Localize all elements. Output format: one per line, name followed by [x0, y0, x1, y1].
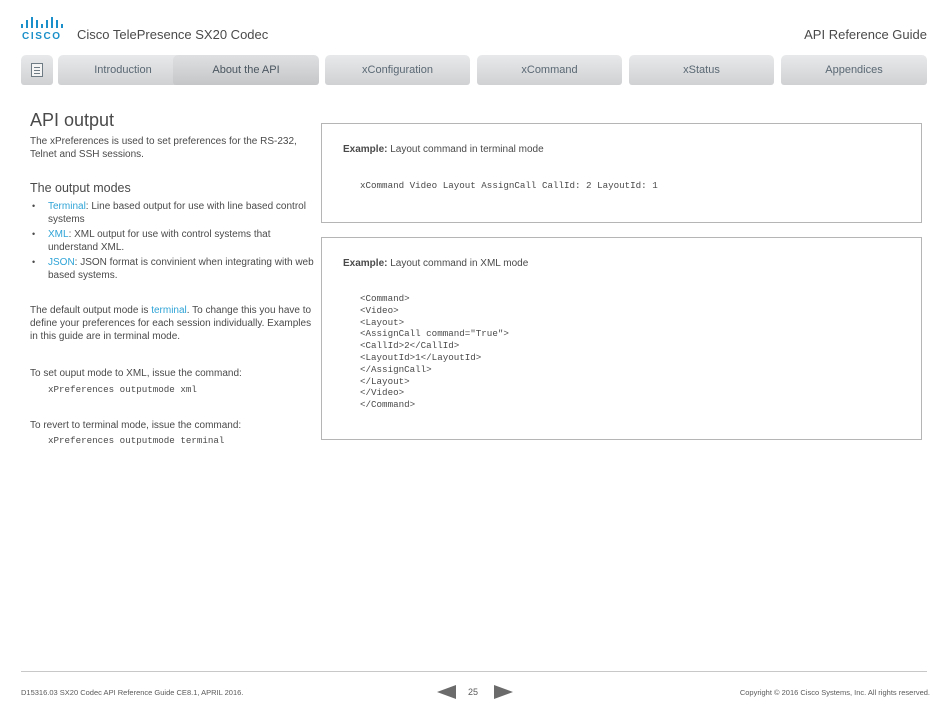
terminal-command-code: xPreferences outputmode terminal: [48, 435, 225, 446]
terminal-example-code: xCommand Video Layout AssignCall CallId: 2 LayoutId: 1: [360, 180, 658, 191]
code-line: <CallId>2</CallId>: [360, 340, 460, 352]
footer-divider: [21, 671, 927, 672]
mode-link-json[interactable]: JSON: [48, 257, 75, 268]
tab-xcommand[interactable]: xCommand: [477, 55, 622, 85]
tab-xconfiguration[interactable]: xConfiguration: [325, 55, 470, 85]
tab-appendices[interactable]: Appendices: [781, 55, 927, 85]
code-line: </AssignCall>: [360, 363, 432, 375]
product-title: Cisco TelePresence SX20 Codec: [77, 27, 269, 42]
document-icon: [31, 63, 43, 77]
tab-about-the-api[interactable]: About the API: [173, 55, 319, 85]
list-item: • JSON: JSON format is convinient when integrating with web based systems.: [30, 256, 315, 282]
terminal-example-box: [321, 123, 922, 223]
logo-text: CISCO: [22, 31, 62, 42]
list-item: • XML: XML output for use with control systems that understand XML.: [30, 228, 315, 254]
xml-instruction: To set ouput mode to XML, issue the command:: [30, 368, 242, 379]
page-number: 25: [468, 687, 479, 697]
output-modes-heading: The output modes: [30, 181, 131, 195]
code-line: <Layout>: [360, 316, 405, 328]
code-line: </Command>: [360, 399, 416, 411]
xml-example-title: Example: Layout command in XML mode: [343, 258, 529, 269]
next-page-icon[interactable]: [494, 685, 513, 699]
xml-command-code: xPreferences outputmode xml: [48, 384, 197, 395]
mode-link-terminal[interactable]: Terminal: [48, 201, 86, 212]
footer-doc-id: D15316.03 SX20 Codec API Reference Guide CE8.1, APRIL 2016.: [21, 688, 244, 697]
xml-example-box: [321, 237, 922, 440]
guide-title: API Reference Guide: [804, 27, 927, 42]
code-line: <LayoutId>1</LayoutId>: [360, 351, 482, 363]
table-of-contents-button[interactable]: [21, 55, 53, 85]
code-line: <Command>: [360, 293, 410, 304]
xml-example-code: [360, 293, 509, 411]
list-item: • Terminal: Line based output for use with line based control systems: [30, 200, 315, 226]
code-line: <AssignCall command="True">: [360, 328, 509, 340]
intro-text: The xPreferences is used to set preferences for the RS-232, Telnet and SSH sessions.: [30, 136, 297, 160]
default-mode-text: The default output mode is terminal. To change this you have to define your preferences for each session individually. Examples in this guide are in terminal mode.: [30, 305, 312, 342]
code-line: <Video>: [360, 304, 399, 316]
terminal-example-title: Example: Layout command in terminal mode: [343, 144, 544, 155]
page-title: API output: [30, 110, 115, 130]
footer-copyright: Copyright © 2016 Cisco Systems, Inc. All rights reserved.: [739, 688, 930, 697]
code-line: </Video>: [360, 387, 405, 399]
terminal-instruction: To revert to terminal mode, issue the command:: [30, 420, 242, 431]
code-line: </Layout>: [360, 375, 410, 387]
previous-page-icon[interactable]: [437, 685, 456, 699]
mode-link-xml[interactable]: XML: [48, 229, 69, 240]
output-modes-list: [30, 200, 315, 284]
tab-bar: [21, 55, 927, 85]
tab-xstatus[interactable]: xStatus: [629, 55, 774, 85]
tab-introduction[interactable]: Introduction: [58, 55, 188, 85]
terminal-link[interactable]: terminal: [151, 305, 187, 316]
